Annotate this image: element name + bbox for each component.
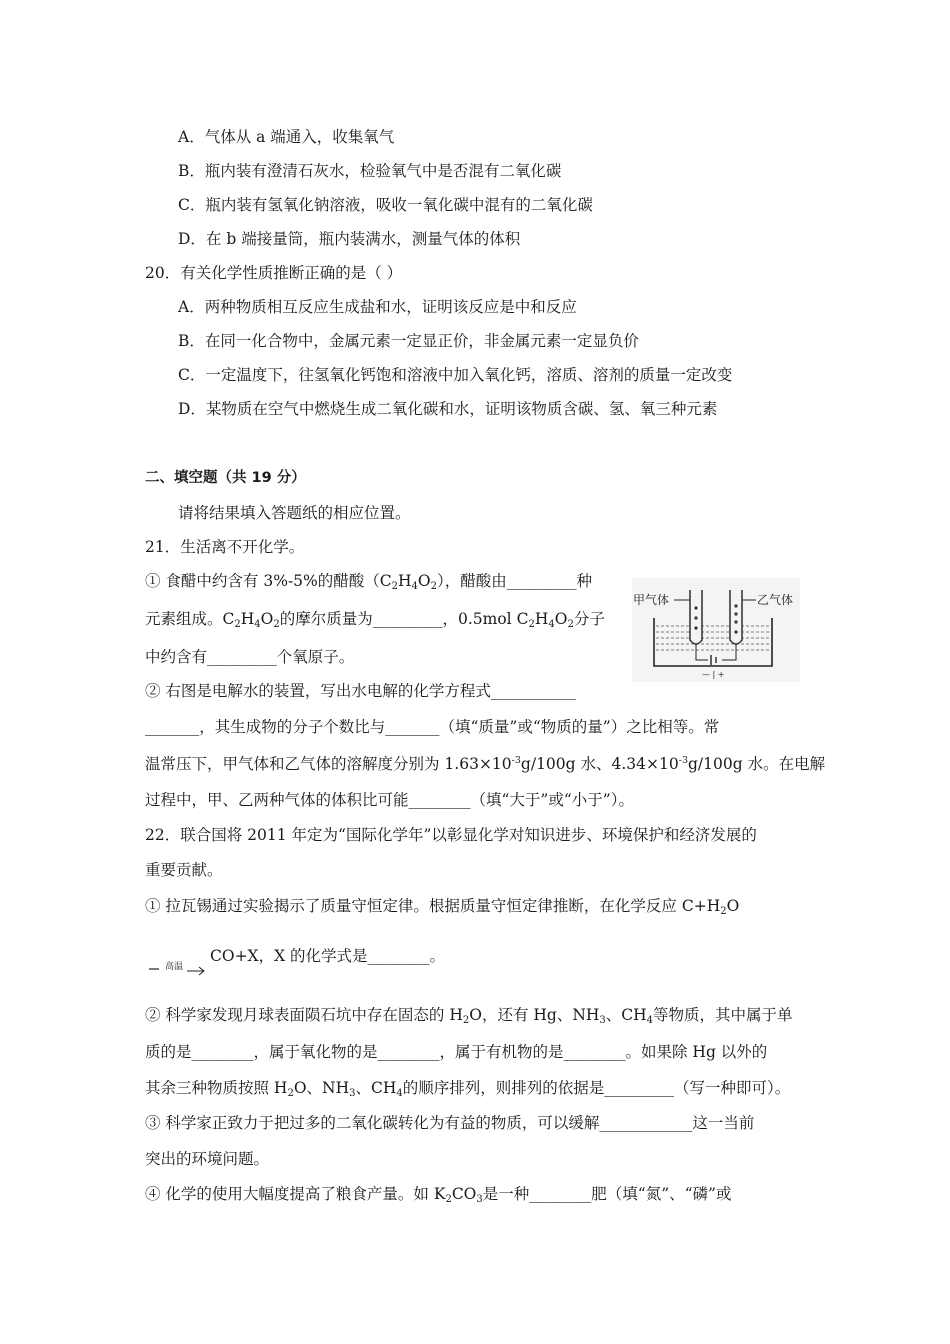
sub: 2 [273, 619, 280, 630]
exponent: -3 [678, 755, 688, 766]
q22-line-5-c: 、CH [355, 1079, 397, 1097]
figure-label-right: 乙气体 [757, 593, 794, 607]
sub: 2 [720, 906, 727, 917]
section-instruction: 请将结果填入答题纸的相应位置。 [178, 504, 411, 522]
sub: 2 [287, 1088, 294, 1099]
sub: 2 [391, 581, 399, 592]
sub: 2 [234, 619, 241, 630]
sub: 2 [462, 1015, 470, 1026]
sub: 3 [599, 1015, 606, 1026]
q21-line-1-a: ① 食醋中约含有 3%-5%的醋酸（C [145, 572, 392, 590]
q22-line-7: 突出的环境问题。 [145, 1150, 270, 1168]
q21-line-7: 过程中，甲、乙两种气体的体积比可能________（填“大于”或“小于”）。 [145, 791, 634, 809]
sub: 2 [445, 1194, 452, 1205]
figure-power-label: — | + [702, 670, 725, 679]
q21-line-1-b: ），醋酸由_________种 [437, 572, 593, 590]
q22-line-4: 质的是________，属于氧化物的是________，属于有机物的是________。如果除 Hg 以外的 [145, 1043, 768, 1061]
q20-stem: 20．有关化学性质推断正确的是（ ） [145, 264, 403, 282]
q21-line-2-c: 分子 [573, 610, 605, 628]
q22-line-5-b: O、NH [293, 1079, 350, 1097]
q22-line-8-b: CO [451, 1185, 477, 1203]
formula-h: H [240, 610, 255, 628]
sub: 3 [476, 1194, 483, 1205]
q21-line-6-c: g/100g 水。在电解 [688, 755, 826, 773]
arrow-icon [147, 952, 209, 978]
q21-line-2 [145, 608, 605, 630]
arrow-condition: 高温 [165, 962, 184, 972]
q20-option-c: C．一定温度下，往氢氧化钙饱和溶液中加入氧化钙，溶质、溶剂的质量一定改变 [178, 366, 733, 384]
sub: 2 [430, 581, 438, 592]
q22-line-2: CO+X，X 的化学式是________。 [210, 947, 446, 965]
q22-line-5-d: 的顺序排列，则排列的依据是_________（写一种即可）。 [402, 1079, 791, 1097]
reaction-arrow [147, 952, 209, 978]
formula-o: O [260, 610, 274, 628]
q22-line-5-a: 其余三种物质按照 H [145, 1079, 288, 1097]
sub: 2 [567, 619, 574, 630]
q22-line-8-c: 是一种________肥（填“氮”、“磷”或 [482, 1185, 732, 1203]
q22-line-3-c: 、CH [605, 1006, 647, 1024]
q22-line-3-a: ② 科学家发现月球表面陨石坑中存在固态的 H [145, 1006, 463, 1024]
q19-option-c: C．瓶内装有氢氧化钠溶液，吸收一氧化碳中混有的二氧化碳 [178, 196, 593, 214]
q21-line-1 [145, 570, 592, 592]
q20-option-d: D．某物质在空气中燃烧生成二氧化碳和水，证明该物质含碳、氢、氧三种元素 [178, 400, 718, 418]
q21-line-2-a: 元素组成。C [145, 610, 235, 628]
q19-option-b: B．瓶内装有澄清石灰水，检验氧气中是否混有二氧化碳 [178, 162, 562, 180]
electrolysis-figure [632, 578, 800, 682]
q19-option-a: A．气体从 a 端通入，收集氧气 [178, 128, 395, 146]
q22-line-8 [145, 1183, 731, 1205]
q22-line-3-b: O，还有 Hg、NH [469, 1006, 600, 1024]
q21-stem: 21．生活离不开化学。 [145, 538, 305, 556]
sub: 4 [646, 1015, 654, 1026]
sub: 4 [548, 619, 555, 630]
sub: 4 [396, 1088, 403, 1099]
q22-stem-2: 重要贡献。 [145, 861, 223, 879]
q21-line-6-a: 温常压下，甲气体和乙气体的溶解度分别为 1.63×10 [145, 755, 512, 773]
sub: 3 [349, 1088, 356, 1099]
q20-option-a: A．两种物质相互反应生成盐和水，证明该反应是中和反应 [178, 298, 577, 316]
q22-line-1-b: O [726, 897, 740, 915]
q22-line-3-d: 等物质，其中属于单 [653, 1006, 793, 1024]
q20-option-b: B．在同一化合物中，金属元素一定显正价，非金属元素一定显负价 [178, 332, 639, 350]
q21-line-5: _______，其生成物的分子个数比与_______（填“质量”或“物质的量”）之比相等。常 [145, 718, 720, 736]
q22-line-1 [145, 895, 739, 917]
q21-line-6 [145, 753, 825, 775]
q21-line-6-b: g/100g 水、4.34×10 [520, 755, 679, 773]
q22-line-3 [145, 1004, 793, 1026]
electrolysis-diagram [632, 578, 800, 682]
q21-line-4: ② 右图是电解水的装置，写出水电解的化学方程式___________ [145, 682, 577, 700]
q22-line-5 [145, 1077, 790, 1099]
formula-h: H [534, 610, 549, 628]
exponent: -3 [511, 755, 521, 766]
sub: 4 [254, 619, 261, 630]
sub: 4 [411, 581, 418, 592]
formula-o: O [554, 610, 568, 628]
q21-line-3: 中约含有_________个氧原子。 [145, 648, 355, 666]
sub: 2 [528, 619, 535, 630]
q22-line-1-a: ① 拉瓦锡通过实验揭示了质量守恒定律。根据质量守恒定律推断，在化学反应 C+H [145, 897, 721, 915]
formula-o: O [417, 572, 431, 590]
q19-option-d: D．在 b 端接量筒，瓶内装满水，测量气体的体积 [178, 230, 521, 248]
q22-line-6: ③ 科学家正致力于把过多的二氧化碳转化为有益的物质，可以缓解____________这一当前 [145, 1114, 755, 1132]
figure-label-left: 甲气体 [633, 593, 670, 607]
q22-stem-1: 22．联合国将 2011 年定为“国际化学年”以彰显化学对知识进步、环境保护和经济发展的 [145, 826, 757, 844]
formula-h: H [398, 572, 412, 590]
section-title: 二、填空题（共 19 分） [145, 470, 306, 486]
q22-line-8-a: ④ 化学的使用大幅度提高了粮食产量。如 K [145, 1185, 446, 1203]
q21-line-2-b: 的摩尔质量为_________，0.5mol C [279, 610, 529, 628]
